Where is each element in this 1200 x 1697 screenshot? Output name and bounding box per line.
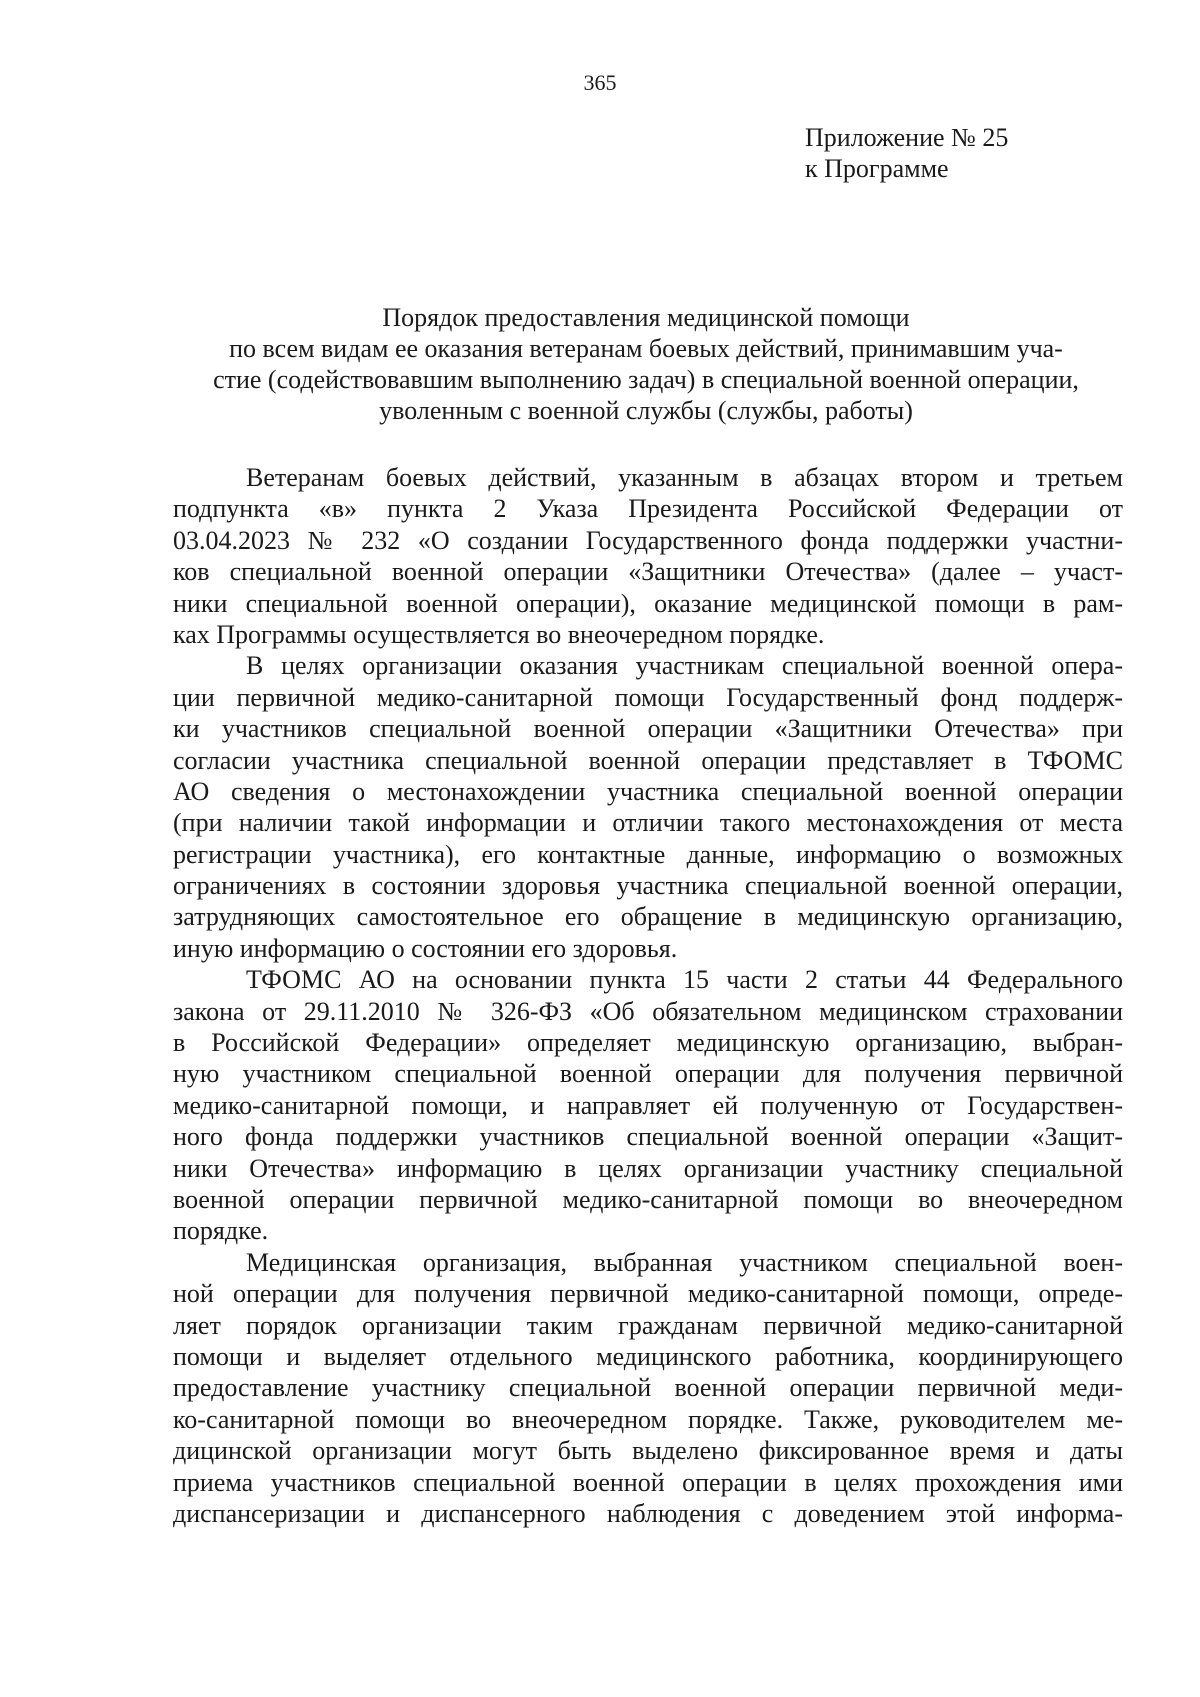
paragraph-tfoms (173, 964, 1123, 1247)
title-line: уволенным с военной службы (службы, работы) (379, 396, 913, 425)
paragraph-fund-info (173, 650, 1123, 964)
document-title (170, 302, 1122, 426)
text-line: ного фонда поддержки участников специальной военной операции «Защит- (173, 1122, 1123, 1152)
text-line: закона от 29.11.2010 № 326-ФЗ «Об обязательном медицинском страховании (173, 996, 1123, 1026)
text-line: подпункта «в» пункта 2 Указа Президента Российской Федерации от (173, 494, 1123, 524)
text-line: ной операции для получения первичной медико-санитарной помощи, опреде- (173, 1279, 1123, 1309)
text-line: ции первичной медико-санитарной помощи Государственный фонд поддерж- (173, 682, 1123, 712)
text-line: затрудняющих самостоятельное его обращение в медицинскую организацию, (173, 902, 1123, 932)
text-line: ков специальной военной операции «Защитники Отечества» (далее – участ- (173, 557, 1123, 587)
text-line: ко-санитарной помощи во внеочередном порядке. Также, руководителем ме- (173, 1404, 1123, 1434)
text-line: ляет порядок организации таким гражданам первичной медико-санитарной (173, 1310, 1123, 1340)
text-line: ТФОМС АО на основании пункта 15 части 2 статьи 44 Федерального (246, 965, 1123, 995)
text-line: согласии участника специальной военной операции представляет в ТФОМС (173, 745, 1123, 775)
text-line: диспансеризации и диспансерного наблюдения с доведением этой информа- (173, 1498, 1123, 1528)
text-line: ках Программы осуществляется во внеочередном порядке. (173, 619, 825, 649)
text-line: Медицинская организация, выбранная участником специальной воен- (246, 1247, 1123, 1277)
text-line: ки участников специальной военной операции «Защитники Отечества» при (173, 714, 1123, 744)
text-line: 03.04.2023 № 232 «О создании Государственного фонда поддержки участни- (173, 525, 1123, 555)
title-line: Порядок предоставления медицинской помощи (382, 303, 910, 332)
text-line: приема участников специальной военной операции в целях прохождения ими (173, 1467, 1123, 1497)
text-line: ограничениях в состоянии здоровья участника специальной военной операции, (173, 871, 1123, 901)
text-line: В целях организации оказания участникам специальной военной опера- (246, 651, 1123, 681)
text-line: ную участником специальной военной операции для получения первичной (173, 1059, 1123, 1089)
text-line: порядке. (173, 1216, 269, 1246)
appendix-reference (805, 122, 1008, 184)
text-line: военной операции первичной медико-санитарной помощи во внеочередном (173, 1184, 1123, 1214)
document-body (173, 462, 1123, 1529)
title-line: по всем видам ее оказания ветеранам боевых действий, принимавшим уча- (229, 334, 1063, 363)
text-line: АО сведения о местонахождении участника специальной военной операции (173, 776, 1123, 806)
title-line: стие (содействовавшим выполнению задач) в специальной военной операции, (213, 365, 1079, 394)
appendix-number: Приложение № 25 (805, 123, 1009, 152)
text-line: регистрации участника), его контактные данные, информацию о возможных (173, 839, 1123, 869)
page-number: 365 (583, 70, 617, 95)
text-line: (при наличии такой информации и отличии такого местонахождения от места (173, 808, 1123, 838)
text-line: Ветеранам боевых действий, указанным в абзацах втором и третьем (246, 463, 1123, 492)
text-line: медико-санитарной помощи, и направляет ей полученную от Государствен- (173, 1090, 1123, 1120)
text-line: иную информацию о состоянии его здоровья. (173, 933, 678, 963)
paragraph-veterans (173, 462, 1123, 650)
text-line: в Российской Федерации» определяет медицинскую организацию, выбран- (173, 1028, 1123, 1058)
paragraph-medical-organization (173, 1247, 1123, 1530)
text-line: предоставление участнику специальной военной операции первичной меди- (173, 1373, 1123, 1403)
text-line: дицинской организации могут быть выделено фиксированное время и даты (173, 1436, 1123, 1466)
text-line: ники Отечества» информацию в целях организации участнику специальной (173, 1153, 1123, 1183)
appendix-program: к Программе (805, 154, 949, 183)
text-line: ники специальной военной операции), оказание медицинской помощи в рам- (173, 588, 1123, 618)
text-line: помощи и выделяет отдельного медицинского работника, координирующего (173, 1341, 1123, 1371)
